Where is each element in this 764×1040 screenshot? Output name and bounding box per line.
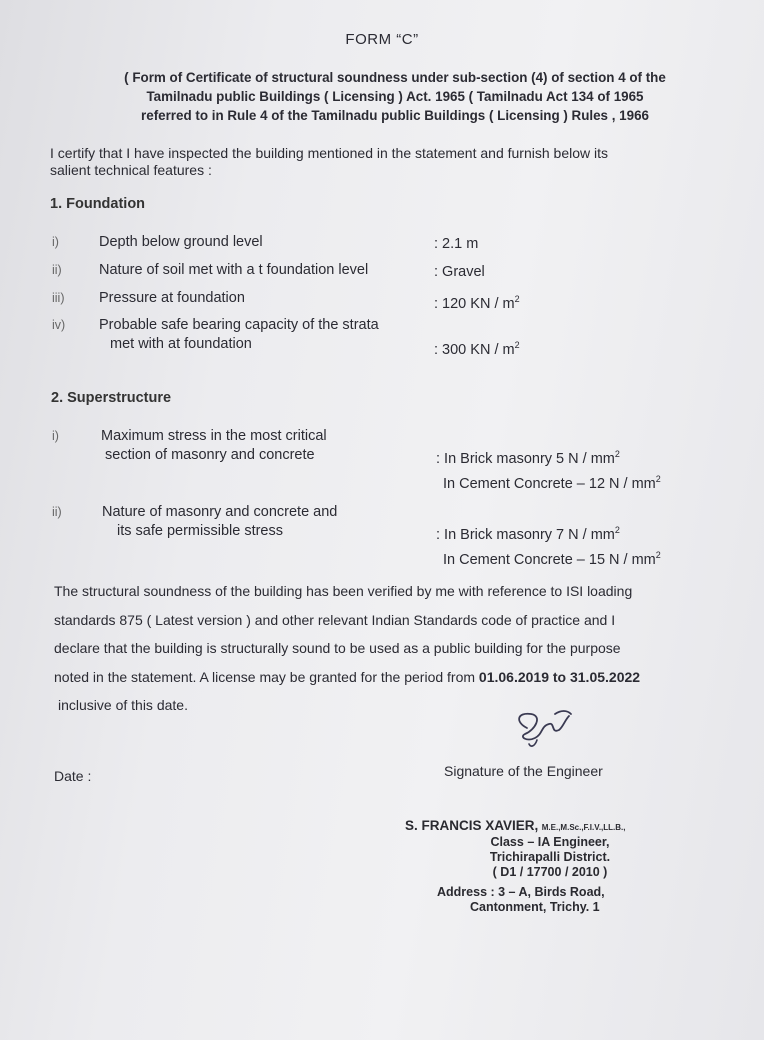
engineer-details [460, 835, 640, 880]
item-index: ii) [52, 263, 62, 277]
signature-label: Signature of the Engineer [444, 763, 603, 779]
date-label: Date : [54, 768, 92, 784]
declaration-line: inclusive of this date. [58, 697, 188, 713]
engineer-district: Trichirapalli District. [489, 850, 611, 864]
engineer-signature [505, 700, 595, 750]
engineer-stamp [405, 818, 625, 835]
foundation-depth-value: : 2.1 m [434, 236, 479, 252]
foundation-bearing-value: : 300 KN / $m^2$ [434, 340, 520, 358]
declaration-line: The structural soundness of the building has been verified by me with reference to ISI loading [54, 583, 633, 599]
masonry-stress-label: Nature of masonry and concrete and its safe permissible stress [102, 504, 338, 539]
superstructure-heading: 2. Superstructure [51, 390, 172, 406]
intro-line: I certify that I have inspected the building mentioned in the statement and furnish below its [50, 145, 608, 161]
item-index: ii) [52, 505, 62, 519]
form-subtitle [70, 68, 720, 125]
max-stress-label: Maximum stress in the most critical section of masonry and concrete [101, 428, 327, 463]
foundation-depth-label: Depth below ground level [99, 234, 263, 250]
foundation-soil-value: : Gravel [434, 264, 485, 280]
masonry-stress-value: : In Brick masonry 7 N / $mm^2$ In Cement Concrete – 15 N / $mm^2$ [436, 525, 661, 568]
license-period: 01.06.2019 to 31.05.2022 [478, 668, 641, 685]
foundation-bearing-label: Probable safe bearing capacity of the strata met with at foundation [99, 317, 379, 352]
foundation-pressure-label: Pressure at foundation [99, 290, 245, 306]
foundation-pressure-value: : 120 KN / $m^2$ [434, 294, 520, 312]
engineer-registration: ( D1 / 17700 / 2010 ) [492, 865, 608, 879]
foundation-soil-label: Nature of soil met with a t foundation level [99, 262, 369, 278]
declaration-line: noted in the statement. A license may be granted for the period from 01.06.2019 to 31.05.2022 [54, 668, 641, 685]
intro-line: salient technical features : [50, 162, 212, 178]
engineer-name-line: S. FRANCIS XAVIER, M.E.,M.Sc.,F.I.V.,LL.B., [405, 818, 626, 833]
subtitle-line: Tamilnadu public Buildings ( Licensing ) Act. 1965 ( Tamilnadu Act 134 of 1965 [146, 89, 644, 104]
item-index: iv) [52, 318, 66, 332]
item-index: i) [52, 429, 59, 443]
declaration-line: standards 875 ( Latest version ) and other relevant Indian Standards code of practice and I [54, 611, 616, 628]
subtitle-line: referred to in Rule 4 of the Tamilnadu public Buildings ( Licensing ) Rules , 1966 [141, 108, 649, 123]
engineer-address: Address : 3 – A, Birds Road, Cantonment, Trichy. 1 [437, 885, 605, 914]
declaration-line: declare that the building is structurally sound to be used as a public building for the purpose [54, 640, 621, 656]
form-title: FORM “C” [345, 31, 419, 48]
item-index: iii) [52, 291, 65, 305]
declaration-paragraph [54, 577, 640, 720]
intro-paragraph [50, 145, 608, 179]
max-stress-value: : In Brick masonry 5 N / $mm^2$ In Cement Concrete – 12 N / $mm^2$ [436, 449, 661, 492]
subtitle-line: ( Form of Certificate of structural soundness under sub-section (4) of section 4 of the [124, 70, 666, 85]
engineer-class: Class – IA Engineer, [490, 835, 610, 849]
item-index: i) [52, 235, 59, 249]
foundation-heading: 1. Foundation [50, 196, 146, 212]
